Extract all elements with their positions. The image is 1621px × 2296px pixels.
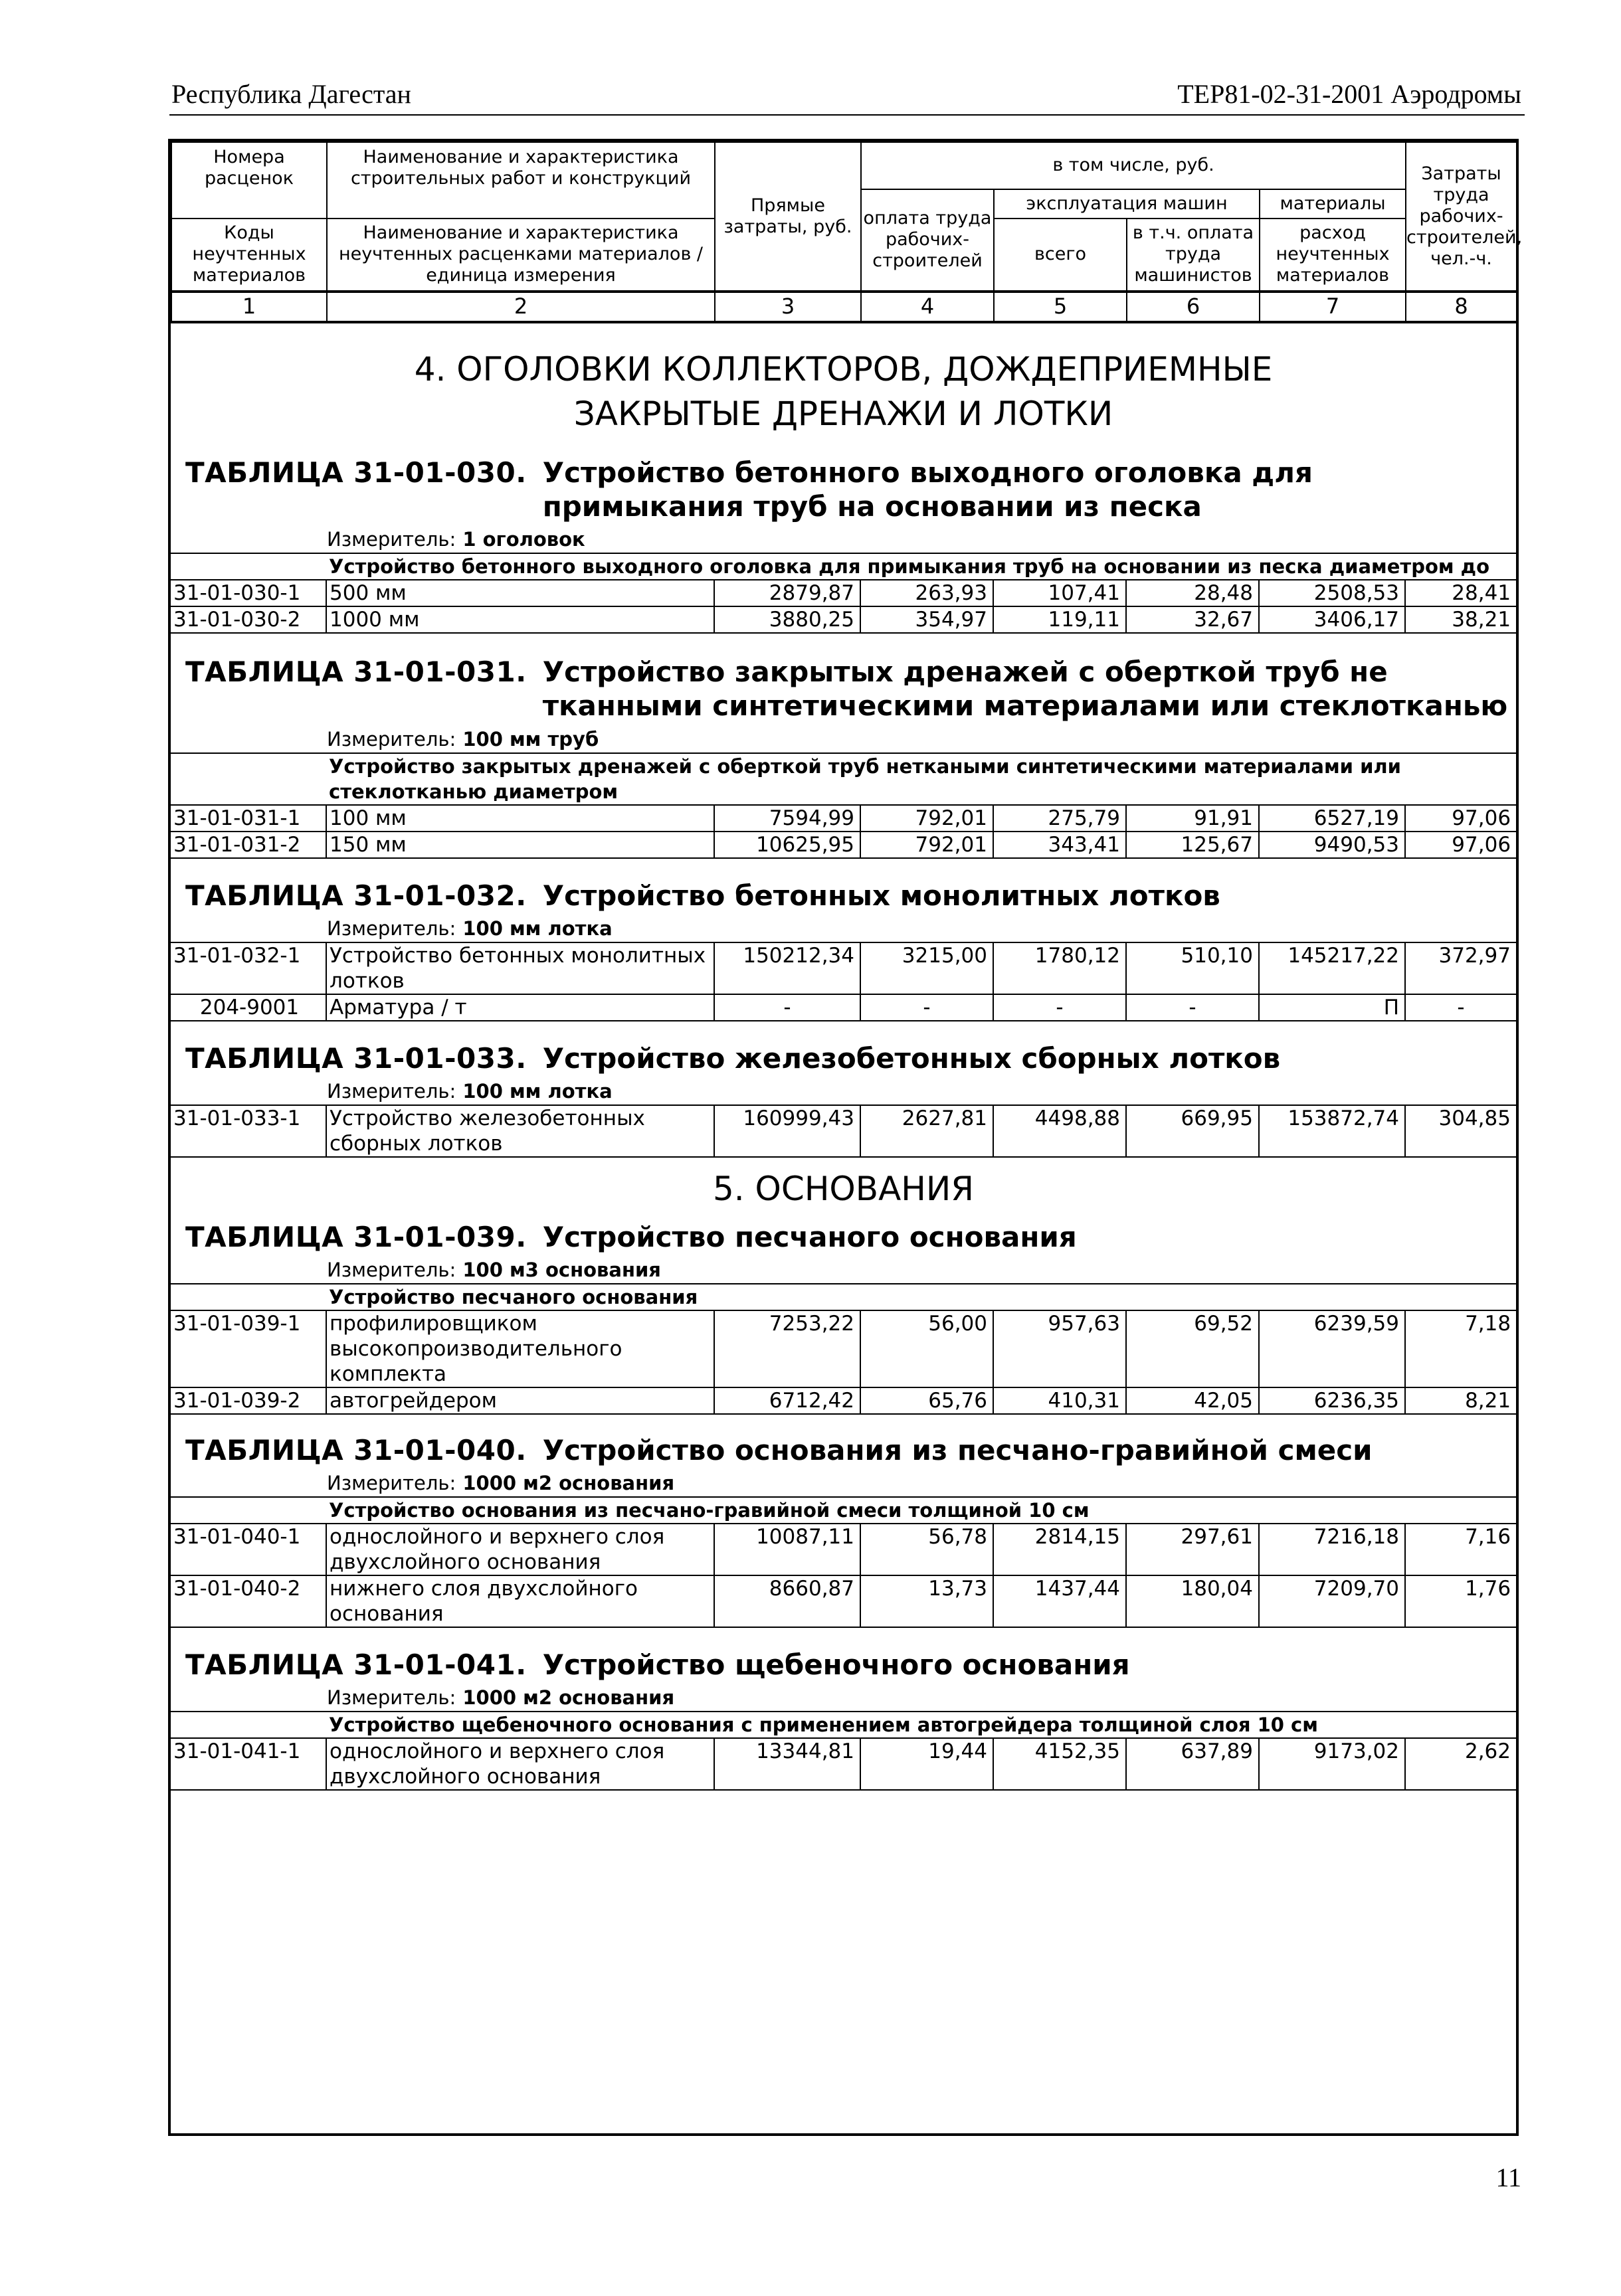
- table-caption: Устройство щебеночного основания: [542, 1648, 1130, 1682]
- table-measure: [171, 1684, 1516, 1711]
- cell-col-3: 7594,99: [714, 805, 860, 832]
- measure-value: 100 мм лотка: [462, 917, 613, 940]
- cell-col-8: 304,85: [1405, 1105, 1516, 1157]
- cell-col-8: 8,21: [1405, 1387, 1516, 1414]
- col-unaccounted-materials-header: расход неучтенных материалов: [1260, 219, 1406, 292]
- cell-col-6: 69,52: [1126, 1310, 1259, 1387]
- table-caption: Устройство песчаного основания: [542, 1220, 1077, 1253]
- table-title: [171, 456, 1516, 523]
- cell-col-4: 13,73: [860, 1575, 993, 1627]
- table-number: ТАБЛИЦА 31-01-030.: [185, 456, 527, 489]
- cell-col-7: П: [1259, 994, 1405, 1021]
- table-title: [171, 1041, 1516, 1075]
- cell-col-3: 3880,25: [714, 606, 860, 633]
- col-codes-header: Номера расценок: [171, 142, 327, 189]
- cell-col-7: 145217,22: [1259, 942, 1405, 994]
- cell-col-5: 275,79: [993, 805, 1126, 832]
- table-row: [171, 580, 1516, 606]
- cell-col-6: 42,05: [1126, 1387, 1259, 1414]
- cell-col-7: 7216,18: [1259, 1524, 1405, 1575]
- measure-value: 1 оголовок: [462, 528, 585, 551]
- measure-label: Измеритель:: [327, 917, 456, 940]
- col-name-header: Наименование и характеристика строительных работ и конструкций: [327, 142, 715, 189]
- header-document-code: ТЕР81-02-31-2001 Аэродромы: [1177, 79, 1521, 109]
- rates-table: [171, 1283, 1516, 1415]
- col-number: 4: [861, 292, 994, 322]
- cell-col-2: Устройство железобетонных сборных лотков: [326, 1105, 714, 1157]
- cell-col-5: -: [993, 994, 1126, 1021]
- table-caption: Устройство основания из песчано-гравийной смеси: [542, 1433, 1373, 1466]
- cell-col-1: 31-01-030-1: [171, 580, 326, 606]
- rates-table: [171, 1711, 1516, 1791]
- cell-col-5: 107,41: [993, 580, 1126, 606]
- col-wages-header: оплата труда рабочих-строителей: [861, 189, 994, 292]
- table-measure: [171, 1470, 1516, 1496]
- table-number: ТАБЛИЦА 31-01-040.: [185, 1433, 527, 1466]
- page-number: 11: [1495, 2163, 1521, 2192]
- section-title-line: 5. ОСНОВАНИЯ: [712, 1170, 975, 1209]
- col-number: 8: [1406, 292, 1517, 322]
- cell-col-1: 31-01-031-1: [171, 805, 326, 832]
- cell-col-3: 2879,87: [714, 580, 860, 606]
- table-number: ТАБЛИЦА 31-01-031.: [185, 656, 527, 689]
- table-caption: Устройство бетонных монолитных лотков: [542, 879, 1220, 912]
- measure-label: Измеритель:: [327, 1080, 456, 1103]
- cell-col-8: 2,62: [1405, 1738, 1516, 1790]
- cell-col-8: 372,97: [1405, 942, 1516, 994]
- cell-col-8: 28,41: [1405, 580, 1516, 606]
- table-measure: [171, 1257, 1516, 1283]
- cell-col-5: 2814,15: [993, 1524, 1126, 1575]
- header-rule: [169, 114, 1525, 116]
- cell-col-1: 204-9001: [171, 994, 326, 1021]
- table-row: [171, 994, 1516, 1021]
- cell-col-4: 56,00: [860, 1310, 993, 1387]
- cell-col-8: 38,21: [1405, 606, 1516, 633]
- cell-col-4: 65,76: [860, 1387, 993, 1414]
- cell-col-4: 263,93: [860, 580, 993, 606]
- cell-col-3: 10087,11: [714, 1524, 860, 1575]
- cell-col-2: Арматура / т: [326, 994, 714, 1021]
- table-row: [171, 942, 1516, 994]
- cell-col-6: 510,10: [1126, 942, 1259, 994]
- table-measure: [171, 526, 1516, 553]
- cell-col-7: 3406,17: [1259, 606, 1405, 633]
- cell-col-4: 792,01: [860, 805, 993, 832]
- table-row: [171, 1310, 1516, 1387]
- cell-col-4: 56,78: [860, 1524, 993, 1575]
- col-number: 3: [715, 292, 861, 322]
- group-heading: Устройство бетонного выходного оголовка для примыкания труб на основании из песка диаметром до: [326, 553, 1516, 580]
- header-region: Республика Дагестан: [171, 79, 411, 109]
- measure-label: Измеритель:: [327, 727, 456, 751]
- cell-col-4: 354,97: [860, 606, 993, 633]
- cell-col-5: 119,11: [993, 606, 1126, 633]
- col-machinists-wages-header: в т.ч. оплата труда машинистов: [1127, 219, 1260, 292]
- cell-col-6: 32,67: [1126, 606, 1259, 633]
- measure-label: Измеритель:: [327, 1686, 456, 1710]
- table-row: [171, 1738, 1516, 1790]
- col-machines-header: эксплуатация машин: [994, 189, 1260, 219]
- cell-col-6: 125,67: [1126, 832, 1259, 858]
- table-number: ТАБЛИЦА 31-01-033.: [185, 1041, 527, 1075]
- cell-col-6: 180,04: [1126, 1575, 1259, 1627]
- col-number: 7: [1260, 292, 1406, 322]
- rates-table: [171, 942, 1516, 1021]
- cell-col-7: 7209,70: [1259, 1575, 1405, 1627]
- measure-value: 100 мм лотка: [462, 1080, 613, 1103]
- col-material-name-header: Наименование и характеристика неучтенных расценками материалов / единица измерения: [327, 219, 715, 292]
- cell-col-2: Устройство бетонных монолитных лотков: [326, 942, 714, 994]
- table-measure: [171, 1078, 1516, 1104]
- col-machines-total-header: всего: [994, 219, 1127, 292]
- table-row: [171, 1524, 1516, 1575]
- col-number: 5: [994, 292, 1127, 322]
- cell-col-2: 1000 мм: [326, 606, 714, 633]
- table-number: ТАБЛИЦА 31-01-041.: [185, 1648, 527, 1682]
- cell-col-1: 31-01-032-1: [171, 942, 326, 994]
- measure-value: 100 м3 основания: [462, 1258, 661, 1281]
- group-heading: Устройство щебеночного основания с применением автогрейдера толщиной слоя 10 см: [326, 1712, 1516, 1738]
- cell-col-6: 91,91: [1126, 805, 1259, 832]
- cell-col-7: 9490,53: [1259, 832, 1405, 858]
- cell-col-5: 4498,88: [993, 1105, 1126, 1157]
- cell-col-6: 669,95: [1126, 1105, 1259, 1157]
- cell-col-2: 150 мм: [326, 832, 714, 858]
- cell-col-3: 7253,22: [714, 1310, 860, 1387]
- cell-col-2: нижнего слоя двухслойного основания: [326, 1575, 714, 1627]
- cell-col-8: -: [1405, 994, 1516, 1021]
- col-materials-header: материалы: [1260, 189, 1406, 219]
- cell-col-4: -: [860, 994, 993, 1021]
- table-title: [171, 1433, 1516, 1467]
- col-number: 1: [171, 292, 327, 322]
- col-direct-cost-header: Прямые затраты, руб.: [715, 142, 861, 292]
- cell-col-6: 637,89: [1126, 1738, 1259, 1790]
- rates-table: [171, 1104, 1516, 1158]
- group-heading: Устройство песчаного основания: [326, 1284, 1516, 1310]
- group-heading: Устройство основания из песчано-гравийной смеси толщиной 10 см: [326, 1497, 1516, 1524]
- table-row: [171, 1575, 1516, 1627]
- cell-col-7: 6236,35: [1259, 1387, 1405, 1414]
- table-caption: Устройство закрытых дренажей с оберткой труб не тканными синтетическими материалами или стеклотканью: [542, 656, 1508, 723]
- table-title: [171, 879, 1516, 913]
- rates-table: [171, 553, 1516, 634]
- cell-col-1: 31-01-033-1: [171, 1105, 326, 1157]
- col-including-header: в том числе, руб.: [861, 142, 1406, 189]
- cell-col-6: 28,48: [1126, 580, 1259, 606]
- measure-value: 100 мм труб: [462, 727, 599, 751]
- cell-col-4: 792,01: [860, 832, 993, 858]
- table-caption: Устройство бетонного выходного оголовка для примыкания труб на основании из песка: [542, 456, 1313, 523]
- table-row: [171, 805, 1516, 832]
- cell-col-8: 7,18: [1405, 1310, 1516, 1387]
- measure-label: Измеритель:: [327, 528, 456, 551]
- cell-col-3: 10625,95: [714, 832, 860, 858]
- cell-col-2: 500 мм: [326, 580, 714, 606]
- cell-col-2: однослойного и верхнего слоя двухслойного основания: [326, 1524, 714, 1575]
- cell-col-8: 1,76: [1405, 1575, 1516, 1627]
- section-title: [171, 347, 1516, 437]
- cell-col-3: 8660,87: [714, 1575, 860, 1627]
- col-labor-hours-header: Затраты труда рабочих-строителей, чел.-ч.: [1406, 142, 1517, 292]
- table-row: [171, 1387, 1516, 1414]
- measure-label: Измеритель:: [327, 1472, 456, 1495]
- table-title: [171, 655, 1516, 723]
- table-number: ТАБЛИЦА 31-01-032.: [185, 879, 527, 912]
- cell-col-7: 2508,53: [1259, 580, 1405, 606]
- cell-col-3: -: [714, 994, 860, 1021]
- measure-value: 1000 м2 основания: [462, 1472, 675, 1495]
- cell-col-7: 9173,02: [1259, 1738, 1405, 1790]
- col-number: 6: [1127, 292, 1260, 322]
- cell-col-5: 1780,12: [993, 942, 1126, 994]
- cell-col-4: 2627,81: [860, 1105, 993, 1157]
- section-title-line: 4. ОГОЛОВКИ КОЛЛЕКТОРОВ, ДОЖДЕПРИЕМНЫЕ: [414, 349, 1273, 389]
- cell-col-3: 150212,34: [714, 942, 860, 994]
- table-row: [171, 606, 1516, 633]
- main-table-frame: [168, 139, 1523, 2136]
- cell-col-1: 31-01-041-1: [171, 1738, 326, 1790]
- cell-col-4: 19,44: [860, 1738, 993, 1790]
- cell-col-5: 1437,44: [993, 1575, 1126, 1627]
- cell-col-8: 97,06: [1405, 832, 1516, 858]
- cell-col-1: 31-01-030-2: [171, 606, 326, 633]
- cell-col-7: 6527,19: [1259, 805, 1405, 832]
- table-measure: [171, 726, 1516, 752]
- cell-col-6: 297,61: [1126, 1524, 1259, 1575]
- table-caption: Устройство железобетонных сборных лотков: [542, 1041, 1281, 1075]
- measure-value: 1000 м2 основания: [462, 1686, 675, 1710]
- table-title: [171, 1220, 1516, 1254]
- cell-col-1: 31-01-039-2: [171, 1387, 326, 1414]
- rates-table: [171, 752, 1516, 859]
- table-title: [171, 1648, 1516, 1682]
- table-body: [171, 347, 1516, 1791]
- cell-col-5: 4152,35: [993, 1738, 1126, 1790]
- cell-col-5: 410,31: [993, 1387, 1126, 1414]
- cell-col-1: 31-01-039-1: [171, 1310, 326, 1387]
- col-number: 2: [327, 292, 715, 322]
- cell-col-1: 31-01-031-2: [171, 832, 326, 858]
- cell-col-7: 153872,74: [1259, 1105, 1405, 1157]
- cell-col-8: 97,06: [1405, 805, 1516, 832]
- column-header: [171, 141, 1523, 323]
- group-heading: Устройство закрытых дренажей с оберткой труб неткаными синтетическими материалами или стеклотканью диаметром: [326, 753, 1516, 805]
- cell-col-3: 13344,81: [714, 1738, 860, 1790]
- section-title: [171, 1167, 1516, 1212]
- cell-col-8: 7,16: [1405, 1524, 1516, 1575]
- cell-col-4: 3215,00: [860, 942, 993, 994]
- cell-col-7: 6239,59: [1259, 1310, 1405, 1387]
- rates-table: [171, 1496, 1516, 1628]
- col-material-codes-header: Коды неучтенных материалов: [171, 219, 327, 292]
- table-measure: [171, 915, 1516, 942]
- cell-col-5: 343,41: [993, 832, 1126, 858]
- table-row: [171, 1105, 1516, 1157]
- cell-col-3: 160999,43: [714, 1105, 860, 1157]
- cell-col-1: 31-01-040-2: [171, 1575, 326, 1627]
- cell-col-2: однослойного и верхнего слоя двухслойного основания: [326, 1738, 714, 1790]
- table-row: [171, 832, 1516, 858]
- cell-col-2: автогрейдером: [326, 1387, 714, 1414]
- cell-col-3: 6712,42: [714, 1387, 860, 1414]
- table-number: ТАБЛИЦА 31-01-039.: [185, 1220, 527, 1253]
- cell-col-1: 31-01-040-1: [171, 1524, 326, 1575]
- cell-col-2: 100 мм: [326, 805, 714, 832]
- cell-col-5: 957,63: [993, 1310, 1126, 1387]
- cell-col-6: -: [1126, 994, 1259, 1021]
- section-title-line: ЗАКРЫТЫЕ ДРЕНАЖИ И ЛОТКИ: [573, 395, 1113, 434]
- cell-col-2: профилировщиком высокопроизводительного комплекта: [326, 1310, 714, 1387]
- measure-label: Измеритель:: [327, 1258, 456, 1281]
